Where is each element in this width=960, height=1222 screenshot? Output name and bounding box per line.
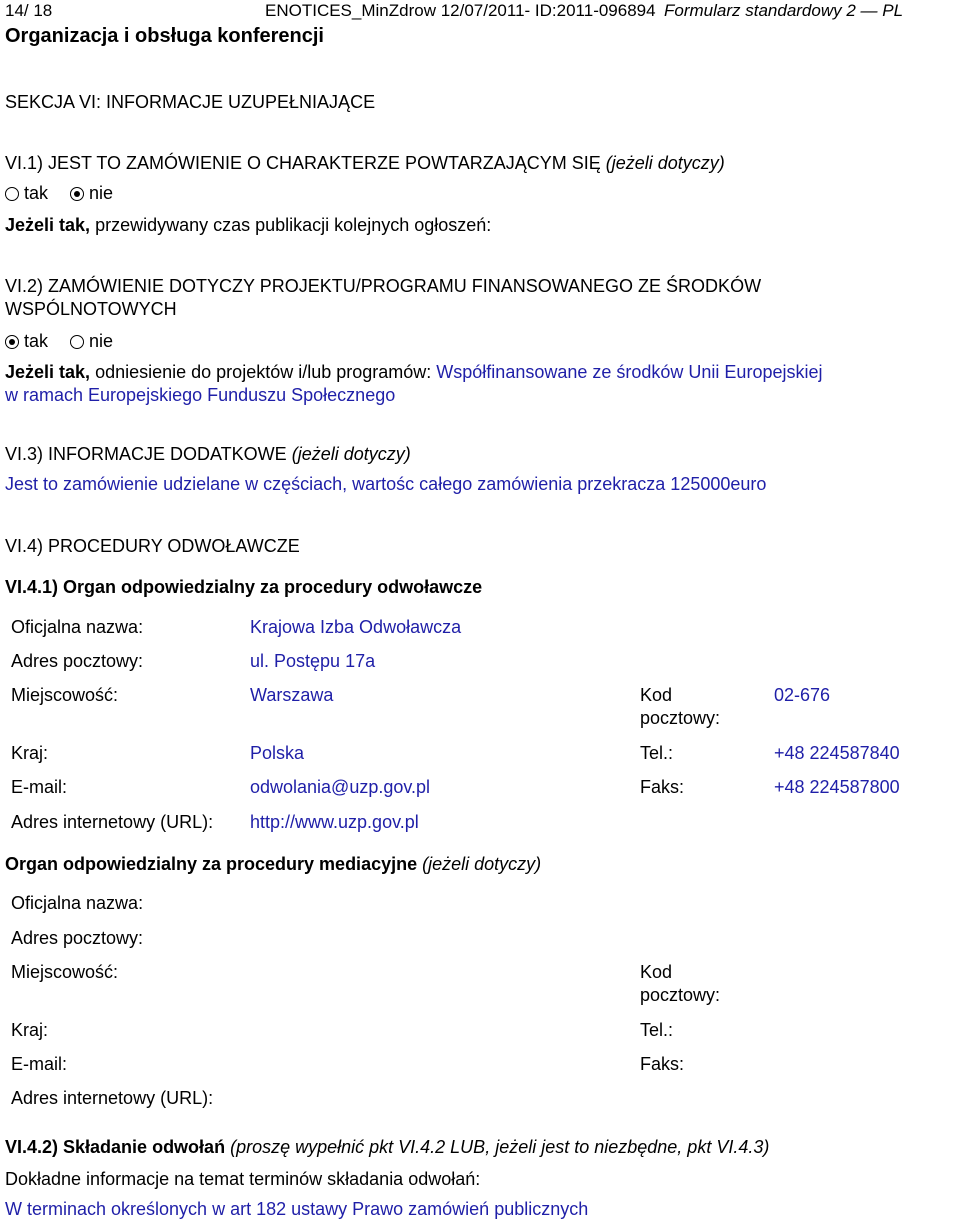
mediation-label-fax: Faks: [640, 1054, 685, 1074]
vi2-answer-line2: w ramach Europejskiego Funduszu Społecznego [5, 385, 396, 405]
vi2-options: tak nie [5, 330, 135, 352]
vi2-heading-line2: WSPÓLNOTOWYCH [5, 299, 177, 319]
label-postal-code-line1: Kod [640, 685, 673, 705]
deadline-label: Dokładne informacje na temat terminów składania odwołań: [5, 1169, 481, 1189]
radio-nie-checked[interactable] [70, 187, 84, 201]
label-url: Adres internetowy (URL): [11, 812, 214, 832]
city-value: Warszawa [250, 685, 334, 705]
page-number: 14/ 18 [5, 1, 53, 20]
vi2-heading-line1: VI.2) ZAMÓWIENIE DOTYCZY PROJEKTU/PROGRAMU FINANSOWANEGO ZE ŚRODKÓW [5, 276, 762, 296]
official-name-value: Krajowa Izba Odwoławcza [250, 617, 462, 637]
postal-code-value: 02-676 [774, 685, 831, 705]
radio-tak-unchecked[interactable] [5, 187, 19, 201]
label-tel: Tel.: [640, 743, 674, 763]
vi41-heading: VI.4.1) Organ odpowiedzialny za procedury odwoławcze [5, 577, 483, 597]
vi2-question: Jeżeli tak, odniesienie do projektów i/lub programów: Współfinansowane ze środków Unii Europejskiej [5, 362, 823, 382]
vi1-heading: VI.1) JEST TO ZAMÓWIENIE O CHARAKTERZE POWTARZAJĄCYM SIĘ (jeżeli dotyczy) [5, 153, 725, 173]
section-title: SEKCJA VI: INFORMACJE UZUPEŁNIAJĄCE [5, 92, 376, 112]
mediation-label-url: Adres internetowy (URL): [11, 1088, 214, 1108]
mediation-label-official-name: Oficjalna nazwa: [11, 893, 144, 913]
label-city: Miejscowość: [11, 685, 119, 705]
label-fax: Faks: [640, 777, 685, 797]
mediation-label-country: Kraj: [11, 1020, 49, 1040]
radio-tak-checked[interactable] [5, 335, 19, 349]
url-value: http://www.uzp.gov.pl [250, 812, 419, 832]
mediation-label-postal-address: Adres pocztowy: [11, 928, 144, 948]
label-postal-address: Adres pocztowy: [11, 651, 144, 671]
vi3-text: Jest to zamówienie udzielane w częściach, wartośc całego zamówienia przekracza 125000euro [5, 474, 767, 494]
mediation-label-tel: Tel.: [640, 1020, 674, 1040]
document-title: Organizacja i obsługa konferencji [5, 25, 324, 47]
vi3-heading: VI.3) INFORMACJE DODATKOWE (jeżeli dotyczy) [5, 444, 411, 464]
tel-value: +48 224587840 [774, 743, 900, 763]
radio-nie-unchecked[interactable] [70, 335, 84, 349]
vi1-options: tak nie [5, 182, 135, 204]
label-email: E-mail: [11, 777, 68, 797]
vi1-question: Jeżeli tak, przewidywany czas publikacji kolejnych ogłoszeń: [5, 215, 492, 235]
label-official-name: Oficjalna nazwa: [11, 617, 144, 637]
vi42-heading: VI.4.2) Składanie odwołań (proszę wypełnić pkt VI.4.2 LUB, jeżeli jest to niezbędne, pkt VI.4.3) [5, 1137, 770, 1157]
mediation-label-city: Miejscowość: [11, 962, 119, 982]
deadline-text: W terminach określonych w art 182 ustawy Prawo zamówień publicznych [5, 1199, 589, 1219]
postal-address-value: ul. Postępu 17a [250, 651, 376, 671]
label-postal-code-line2: pocztowy: [640, 708, 721, 728]
mediation-heading: Organ odpowiedzialny za procedury mediacyjne (jeżeli dotyczy) [5, 854, 542, 874]
document-id: ENOTICES_MinZdrow 12/07/2011- ID:2011-096894 [265, 1, 656, 20]
mediation-label-email: E-mail: [11, 1054, 68, 1074]
fax-value: +48 224587800 [774, 777, 900, 797]
vi2-answer-line1: Współfinansowane ze środków Unii Europejskiej [436, 362, 823, 382]
label-country: Kraj: [11, 743, 49, 763]
email-value: odwolania@uzp.gov.pl [250, 777, 431, 797]
form-label: Formularz standardowy 2 — PL [664, 1, 904, 20]
mediation-label-postal-code-line2: pocztowy: [640, 985, 721, 1005]
vi4-heading: VI.4) PROCEDURY ODWOŁAWCZE [5, 536, 300, 556]
mediation-label-postal-code-line1: Kod [640, 962, 673, 982]
country-value: Polska [250, 743, 305, 763]
